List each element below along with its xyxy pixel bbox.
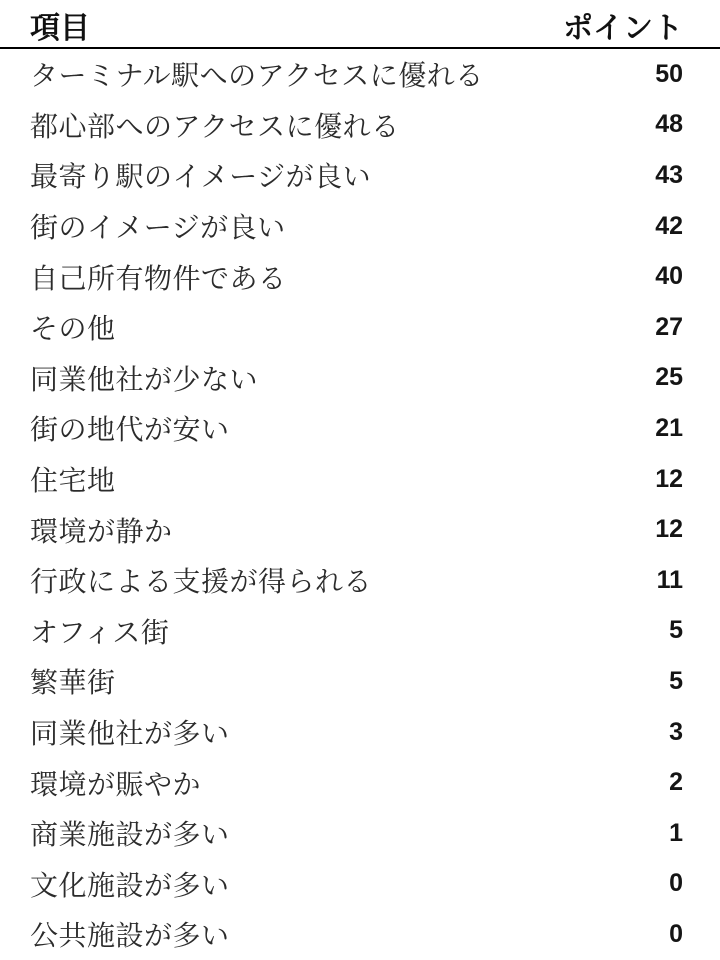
row-value: 48 <box>655 110 683 139</box>
row-label: 行政による支援が得られる <box>30 566 373 598</box>
row-label: オフィス街 <box>30 616 170 648</box>
row-value: 27 <box>655 312 683 341</box>
table-row <box>0 707 720 758</box>
row-label: 住宅地 <box>30 465 116 497</box>
row-label: 同業他社が多い <box>30 718 230 750</box>
row-value: 21 <box>655 413 683 442</box>
table-row <box>0 454 720 505</box>
row-label: ターミナル駅へのアクセスに優れる <box>30 60 484 92</box>
table-row <box>0 302 720 353</box>
row-value: 1 <box>669 818 683 847</box>
table-row <box>0 353 720 404</box>
row-label: 文化施設が多い <box>30 869 230 901</box>
row-value: 43 <box>655 160 683 189</box>
row-label: 街のイメージが良い <box>30 212 286 244</box>
row-label: 商業施設が多い <box>30 819 230 851</box>
row-label: 同業他社が少ない <box>30 363 259 395</box>
table-row <box>0 403 720 454</box>
row-value: 12 <box>655 464 683 493</box>
row-label: 環境が静か <box>30 515 173 547</box>
table-row <box>0 606 720 657</box>
table-row <box>0 859 720 910</box>
row-value: 0 <box>669 919 683 948</box>
table-row <box>0 656 720 707</box>
table-row <box>0 251 720 302</box>
row-value: 12 <box>655 515 683 544</box>
row-value: 2 <box>669 768 683 797</box>
row-label: 最寄り駅のイメージが良い <box>30 161 372 193</box>
column-header-item: 項目 <box>30 11 90 45</box>
row-value: 25 <box>655 363 683 392</box>
row-label: 環境が賑やか <box>30 768 202 800</box>
table-row <box>0 808 720 859</box>
row-value: 42 <box>655 211 683 240</box>
table-row <box>0 49 720 100</box>
row-value: 0 <box>669 869 683 898</box>
table-row <box>0 504 720 555</box>
table-row <box>0 150 720 201</box>
table-body <box>0 49 720 960</box>
row-label: 都心部へのアクセスに優れる <box>30 110 400 142</box>
table-row <box>0 555 720 606</box>
table-row <box>0 757 720 808</box>
row-label: 街の地代が安い <box>30 414 230 446</box>
table-row <box>0 201 720 252</box>
row-value: 11 <box>656 565 683 594</box>
table-row <box>0 909 720 960</box>
row-label: 自己所有物件である <box>30 262 287 294</box>
table-header-row <box>0 0 720 49</box>
row-value: 3 <box>669 717 683 746</box>
column-header-points: ポイント <box>563 11 683 45</box>
row-value: 50 <box>655 59 683 88</box>
table-row <box>0 100 720 151</box>
row-label: その他 <box>30 313 116 345</box>
row-label: 公共施設が多い <box>30 920 230 952</box>
row-value: 5 <box>669 616 683 645</box>
row-value: 5 <box>669 666 683 695</box>
row-value: 40 <box>655 262 683 291</box>
row-label: 繁華街 <box>30 667 116 699</box>
